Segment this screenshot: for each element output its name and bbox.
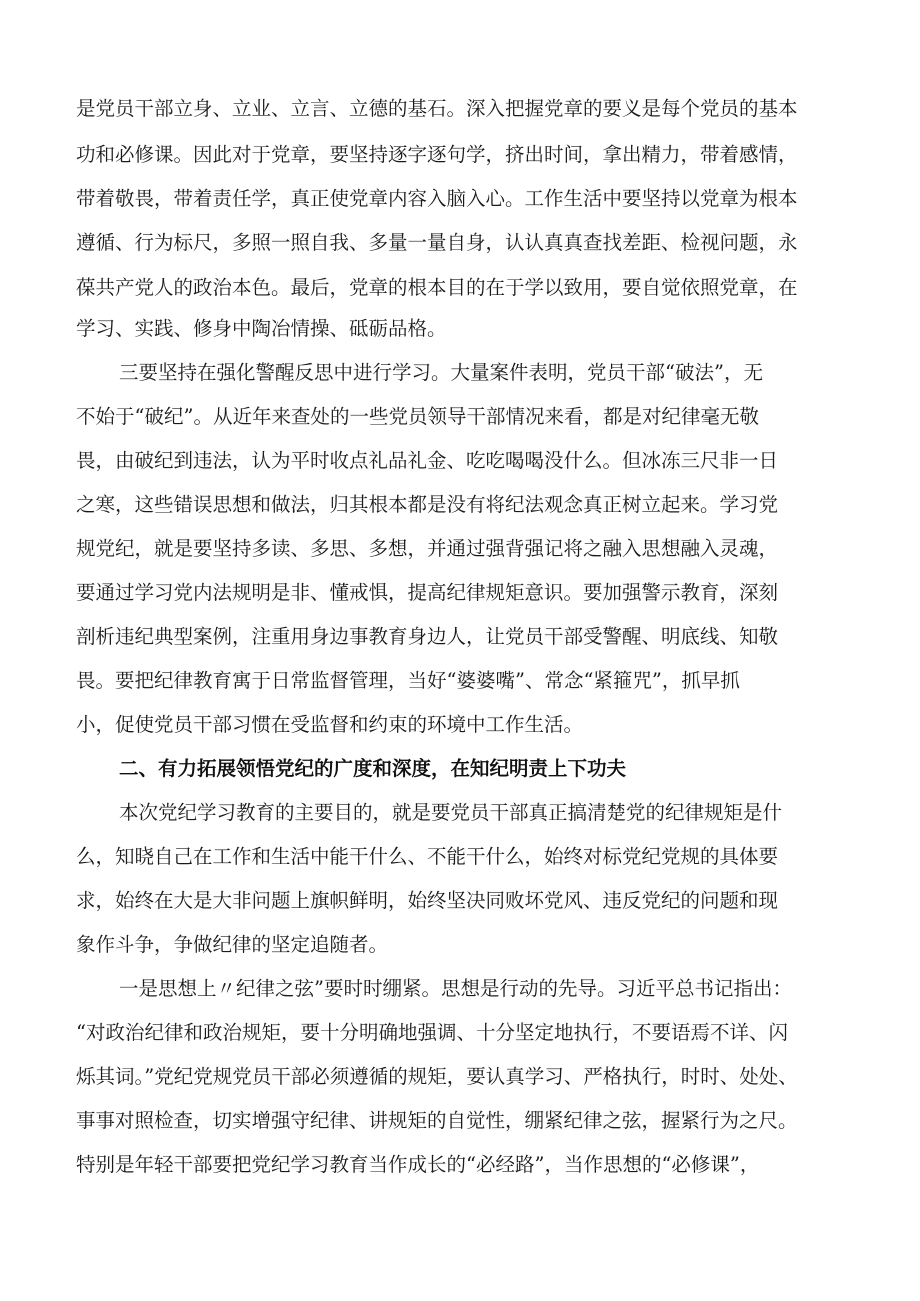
- paragraph-line: “对政治纪律和政治规矩，要十分明确地强调、十分坚定地执行，不要语焉不详、闪: [76, 1021, 788, 1044]
- paragraph-line: 事事对照检查，切实增强守纪律、讲规矩的自觉性，绷紧纪律之弦，握紧行为之尺。: [76, 1109, 798, 1132]
- paragraph-line: 带着敬畏，带着责任学，真正使党章内容入脑入心。工作生活中要坚持以党章为根本: [76, 187, 798, 210]
- paragraph-line: 本次党纪学习教育的主要目的，就是要党员干部真正搞清楚党的纪律规矩是什: [119, 801, 783, 824]
- paragraph-line: 么，知晓自己在工作和生活中能干什么、不能干什么，始终对标党纪党规的具体要: [76, 845, 779, 868]
- paragraph-line: 烁其词。”党纪党规党员干部必须遵循的规矩，要认真学习、严格执行，时时、处处、: [76, 1065, 798, 1088]
- paragraph-line: 一是思想上〃纪律之弦”要时时绷紧。思想是行动的先导。习近平总书记指出：: [119, 977, 792, 1000]
- paragraph-line: 不始于“破纪”。从近年来查处的一些党员领导干部情况来看，都是对纪律毫无敬: [76, 405, 759, 428]
- paragraph-line: 规党纪，就是要坚持多读、多思、多想，并通过强背强记将之融入思想融入灵魂，: [76, 537, 779, 560]
- paragraph-line: 求，始终在大是大非问题上旗帜鲜明，始终坚决同败坏党风、违反党纪的问题和现: [76, 889, 779, 912]
- paragraph-line: 象作斗争，争做纪律的坚定追随者。: [76, 933, 389, 956]
- paragraph-line: 是党员干部立身、立业、立言、立德的基石。深入把握党章的要义是每个党员的基本: [76, 97, 798, 120]
- paragraph-line: 三要坚持在强化警醒反思中进行学习。大量案件表明，党员干部“破法”，无: [119, 361, 763, 384]
- paragraph-line: 遵循、行为标尺，多照一照自我、多量一量自身，认认真真查找差距、检视问题，永: [76, 231, 798, 254]
- paragraph-line: 畏，由破纪到违法，认为平时收点礼品礼金、吃吃喝喝没什么。但冰冻三尺非一日: [76, 449, 779, 472]
- section-heading: 二、有力拓展领悟党纪的广度和深度，在知纪明责上下功夫: [119, 757, 627, 780]
- paragraph-line: 功和必修课。因此对于党章，要坚持逐字逐句学，挤出时间，拿出精力，带着感情，: [76, 143, 798, 166]
- paragraph-line: 小，促使党员干部习惯在受监督和约束的环境中工作生活。: [76, 713, 584, 736]
- paragraph-line: 剖析违纪典型案例，注重用身边事教育身边人，让党员干部受警醒、明底线、知敬: [76, 625, 779, 648]
- paragraph-line: 葆共产党人的政治本色。最后，党章的根本目的在于学以致用，要自觉依照党章，在: [76, 276, 798, 299]
- paragraph-line: 畏。要把纪律教育寓于日常监督管理，当好“婆婆嘴”、常念“紧箍咒”，抓早抓: [76, 669, 740, 692]
- paragraph-line: 学习、实践、修身中陶冶情操、砥砺品格。: [76, 317, 447, 340]
- paragraph-line: 要通过学习党内法规明是非、懂戒惧，提高纪律规矩意识。要加强警示教育，深刻: [76, 581, 779, 604]
- paragraph-line: 特别是年轻干部要把党纪学习教育当作成长的“必经路”，当作思想的“必修课”，: [76, 1153, 760, 1176]
- paragraph-line: 之寒，这些错误思想和做法，归其根本都是没有将纪法观念真正树立起来。学习党: [76, 493, 779, 516]
